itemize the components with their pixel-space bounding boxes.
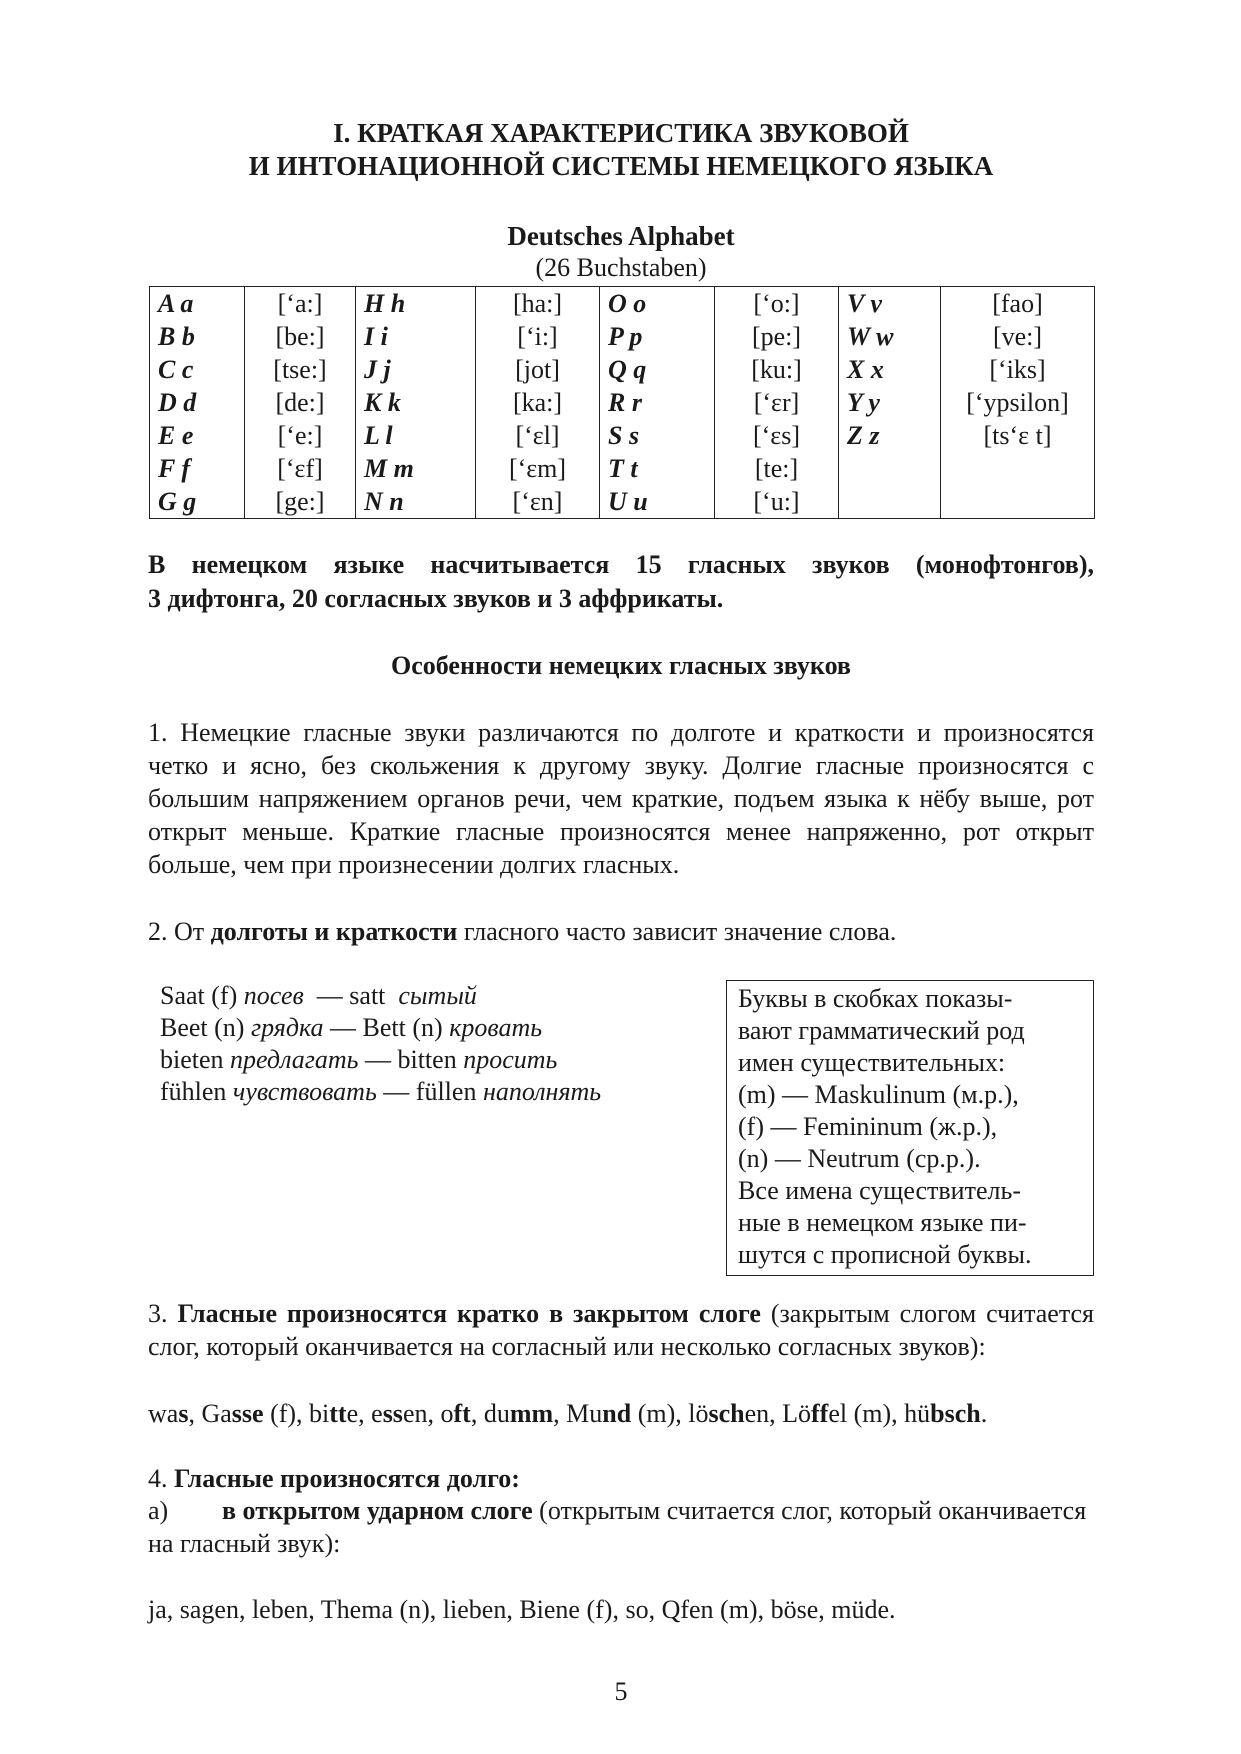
example-segment: (m), lö <box>631 1399 709 1428</box>
example-pair <box>160 1044 720 1076</box>
example-sep: — Bett (n) <box>323 1013 450 1042</box>
alphabet-letter: Z z <box>839 419 941 452</box>
alphabet-pronunciation: [ve:] <box>941 320 1095 353</box>
alphabet-pronunciation: [‘ypsilon] <box>941 386 1095 419</box>
example-segment: bsch <box>930 1399 981 1428</box>
paragraph-4a-bold: в открытом ударном слоге <box>222 1496 533 1525</box>
alphabet-letter: L l <box>356 419 476 452</box>
long-vowel-examples: ja, sagen, leben, Thema (n), lieben, Biene (f), so, Qfen (m), böse, müde. <box>148 1595 896 1624</box>
paragraph-2-pre: 2. От <box>148 917 211 946</box>
alphabet-pronunciation: [‘o:] <box>715 287 839 321</box>
example-segment: (f), bi <box>263 1399 330 1428</box>
alphabet-subheading: (26 Buchstaben) <box>535 253 707 282</box>
alphabet-pronunciation: [‘ɛl] <box>476 419 600 452</box>
example-segment: s <box>178 1399 189 1428</box>
alphabet-letter: X x <box>839 353 941 386</box>
alphabet-pronunciation: [‘ɛf] <box>245 452 356 485</box>
alphabet-pronunciation <box>941 485 1095 519</box>
alphabet-letter: H h <box>356 287 476 321</box>
sound-count-line-2: 3 дифтонга, 20 согласных звуков и 3 аффрикаты. <box>148 584 724 613</box>
alphabet-pronunciation: [‘e:] <box>245 419 356 452</box>
example-segment: en, Lö <box>744 1399 811 1428</box>
sound-count-statement <box>148 548 1094 616</box>
alphabet-letter <box>839 485 941 519</box>
alphabet-letter: I i <box>356 320 476 353</box>
alphabet-row <box>150 386 1095 419</box>
alphabet-letter: J j <box>356 353 476 386</box>
alphabet-pronunciation: [ha:] <box>476 287 600 321</box>
example-t2: кровать <box>449 1013 543 1042</box>
alphabet-pronunciation: [‘ɛs] <box>715 419 839 452</box>
alphabet-pronunciation: [fao] <box>941 287 1095 321</box>
paragraph-2-post: гласного часто зависит значение слова. <box>457 917 897 946</box>
word-pair-examples <box>160 980 720 1108</box>
alphabet-letter: G g <box>150 485 245 519</box>
alphabet-table <box>149 286 1095 519</box>
chapter-title-line-2: И ИНТОНАЦИОННОЙ СИСТЕМЫ НЕМЕЦКОГО ЯЗЫКА <box>248 151 994 181</box>
paragraph-2-bold: долготы и краткости <box>210 917 458 946</box>
paragraph-4a <box>148 1494 1094 1560</box>
alphabet-letter: E e <box>150 419 245 452</box>
paragraph-4a-rest: (открытым считается слог, который оканчивается на гласный звук): <box>148 1496 1087 1558</box>
alphabet-row <box>150 485 1095 519</box>
note-line: имен существительных: <box>738 1048 1006 1077</box>
example-pair <box>160 1076 720 1108</box>
chapter-title <box>148 117 1094 183</box>
example-sep: — bitten <box>358 1045 464 1074</box>
alphabet-pronunciation: [‘a:] <box>245 287 356 321</box>
example-segment: el (m), hü <box>828 1399 931 1428</box>
alphabet-letter: W w <box>839 320 941 353</box>
alphabet-pronunciation: [‘i:] <box>476 320 600 353</box>
example-segment: ff <box>811 1399 829 1428</box>
alphabet-row <box>150 419 1095 452</box>
example-t2: сытый <box>398 981 477 1010</box>
example-t1: грядка <box>250 1013 324 1042</box>
alphabet-letter: M m <box>356 452 476 485</box>
example-segment: , Ga <box>188 1399 232 1428</box>
chapter-title-line-1: I. КРАТКАЯ ХАРАКТЕРИСТИКА ЗВУКОВОЙ <box>333 118 909 148</box>
example-t1: предлагать <box>230 1045 359 1074</box>
example-segment: . <box>980 1399 988 1428</box>
alphabet-row <box>150 452 1095 485</box>
alphabet-row <box>150 353 1095 386</box>
alphabet-letter: P p <box>600 320 715 353</box>
gender-note-box <box>726 980 1094 1276</box>
example-sep: — satt <box>303 981 399 1010</box>
alphabet-letter: N n <box>356 485 476 519</box>
alphabet-pronunciation: [jot] <box>476 353 600 386</box>
example-segment: e, e <box>346 1399 383 1428</box>
note-line: (f) — Femininum (ж.р.), <box>738 1112 998 1141</box>
alphabet-letter: O o <box>600 287 715 321</box>
alphabet-letter: V v <box>839 287 941 321</box>
alphabet-letter: C c <box>150 353 245 386</box>
note-line: ные в немецком языке пи- <box>738 1208 1027 1237</box>
example-w1: Beet (n) <box>160 1013 251 1042</box>
paragraph-1: 1. Немецкие гласные звуки различаются по долготе и краткости и произносятся четко и ясно, без скольжения к другому звуку. Долгие гласные произносятся с большим напряжением органов речи, чем краткие, подъем языка к нёбу выше, рот открыт меньше. Краткие гласные произносятся менее напряженно, рот открыт больше, чем при произнесении долгих гласных. <box>148 718 1094 879</box>
alphabet-letter: S s <box>600 419 715 452</box>
example-segment: sch <box>708 1399 745 1428</box>
note-line: вают грамматический род <box>738 1016 1025 1045</box>
alphabet-pronunciation: [te:] <box>715 452 839 485</box>
alphabet-letter: B b <box>150 320 245 353</box>
alphabet-pronunciation: [ge:] <box>245 485 356 519</box>
short-vowel-examples <box>148 1397 1094 1430</box>
page-number: 5 <box>614 1677 628 1706</box>
example-segment: ss <box>382 1399 403 1428</box>
alphabet-letter <box>839 452 941 485</box>
note-line: Все имена существитель- <box>738 1176 1021 1205</box>
example-t2: просить <box>463 1045 558 1074</box>
alphabet-letter: D d <box>150 386 245 419</box>
paragraph-3-bold: Гласные произносятся кратко в закрытом слоге <box>177 1299 761 1328</box>
example-segment: ft <box>453 1399 471 1428</box>
alphabet-pronunciation <box>941 452 1095 485</box>
paragraph-2 <box>148 915 1094 948</box>
alphabet-letter: Y y <box>839 386 941 419</box>
alphabet-heading: Deutsches Alphabet <box>507 221 735 251</box>
alphabet-pronunciation: [ts‘ɛ t] <box>941 419 1095 452</box>
example-segment: mm <box>509 1399 554 1428</box>
paragraph-4a-marker: а) <box>148 1496 169 1525</box>
alphabet-pronunciation: [‘iks] <box>941 353 1095 386</box>
example-segment: sse <box>231 1399 264 1428</box>
example-segment: tt <box>329 1399 347 1428</box>
alphabet-row <box>150 287 1095 321</box>
example-pair <box>160 980 720 1012</box>
example-sep: — füllen <box>376 1077 483 1106</box>
example-segment: , Mu <box>553 1399 603 1428</box>
alphabet-pronunciation: [‘ɛr] <box>715 386 839 419</box>
example-segment: wa <box>148 1399 179 1428</box>
example-t1: посев <box>243 981 304 1010</box>
paragraph-3-number: 3. <box>148 1299 178 1328</box>
note-line: (n) — Neutrum (ср.р.). <box>738 1144 981 1173</box>
alphabet-letter: F f <box>150 452 245 485</box>
section-heading: Особенности немецких гласных звуков <box>391 651 851 680</box>
example-t1: чувствовать <box>232 1077 377 1106</box>
paragraph-3 <box>148 1297 1094 1363</box>
example-t2: наполнять <box>482 1077 602 1106</box>
paragraph-4-number: 4. <box>148 1464 174 1493</box>
note-line: (m) — Maskulinum (м.р.), <box>738 1080 1019 1109</box>
sound-count-line-1: В немецком языке насчитывается 15 гласных звуков (монофтонгов), <box>148 550 1094 579</box>
example-pair <box>160 1012 720 1044</box>
alphabet-letter: R r <box>600 386 715 419</box>
example-w1: fühlen <box>160 1077 233 1106</box>
example-w1: bieten <box>160 1045 231 1074</box>
alphabet-letter: K k <box>356 386 476 419</box>
alphabet-pronunciation: [‘ɛm] <box>476 452 600 485</box>
alphabet-row <box>150 320 1095 353</box>
alphabet-letter: Q q <box>600 353 715 386</box>
example-segment: en, o <box>402 1399 454 1428</box>
paragraph-4-heading <box>148 1462 1094 1495</box>
paragraph-3-rest: (закрытым слогом считается слог, который оканчивается на согласный или несколько согласных звуков): <box>148 1299 1095 1361</box>
alphabet-pronunciation: [de:] <box>245 386 356 419</box>
paragraph-4-bold: Гласные произносятся долго: <box>174 1464 520 1493</box>
note-line: Буквы в скобках показы- <box>738 984 1013 1013</box>
alphabet-pronunciation: [ka:] <box>476 386 600 419</box>
alphabet-letter: T t <box>600 452 715 485</box>
example-w1: Saat (f) <box>160 981 244 1010</box>
alphabet-pronunciation: [‘u:] <box>715 485 839 519</box>
page <box>148 0 1094 1754</box>
alphabet-pronunciation: [‘ɛn] <box>476 485 600 519</box>
alphabet-letter: U u <box>600 485 715 519</box>
example-segment: nd <box>602 1399 632 1428</box>
alphabet-pronunciation: [be:] <box>245 320 356 353</box>
alphabet-pronunciation: [ku:] <box>715 353 839 386</box>
example-segment: , du <box>470 1399 510 1428</box>
alphabet-pronunciation: [tse:] <box>245 353 356 386</box>
alphabet-pronunciation: [pe:] <box>715 320 839 353</box>
alphabet-letter: A a <box>150 287 245 321</box>
note-line: шутся с прописной буквы. <box>738 1240 1032 1269</box>
